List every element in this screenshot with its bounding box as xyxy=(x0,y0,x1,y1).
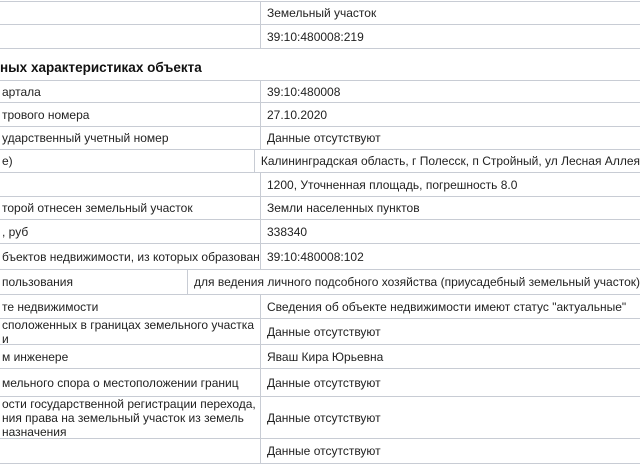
table-row xyxy=(0,397,640,439)
table-row xyxy=(0,127,640,150)
table-row xyxy=(0,270,640,295)
row-label: е) xyxy=(2,154,13,168)
row-label: трового номера xyxy=(2,107,90,122)
row-value: 39:10:480008:219 xyxy=(260,25,640,48)
row-label: ости государственной регистрации перехода, ния права на земельный участок из земель назначения xyxy=(2,396,256,439)
row-label: артала xyxy=(2,84,41,99)
row-value: 39:10:480008 xyxy=(260,81,640,102)
row-label: ударственный учетный номер xyxy=(2,131,169,145)
row-value: Калининградская область, г Полесск, п Стройный, ул Лесная Аллея xyxy=(254,150,640,172)
row-label: бъектов недвижимости, из которых образован xyxy=(2,249,260,264)
table-row xyxy=(0,25,640,49)
row-value: Данные отсутствуют xyxy=(260,439,640,463)
table-row xyxy=(0,295,640,319)
section-title: ных характеристиках объекта xyxy=(0,60,202,75)
row-value: для ведения личного подсобного хозяйства (приусадебный земельный участок) xyxy=(187,270,640,294)
table-row xyxy=(0,150,640,173)
row-value: Сведения об объекте недвижимости имеют статус "актуальные" xyxy=(260,295,640,318)
characteristics-table xyxy=(0,80,640,464)
row-value: Яваш Кира Юрьевна xyxy=(260,345,640,368)
row-value: Земли населенных пунктов xyxy=(260,197,640,219)
row-value: Данные отсутствуют xyxy=(260,397,640,438)
table-row xyxy=(0,319,640,345)
table-row xyxy=(0,1,640,25)
row-value: 27.10.2020 xyxy=(260,103,640,126)
row-value: Земельный участок xyxy=(260,2,640,24)
row-value: 1200, Уточненная площадь, погрешность 8.0 xyxy=(260,173,640,196)
table-row xyxy=(0,369,640,397)
table-row xyxy=(0,103,640,127)
row-label: мельного спора о местоположении границ xyxy=(2,375,239,390)
table-row xyxy=(0,439,640,464)
row-value: 338340 xyxy=(260,220,640,243)
row-label: сположенных в границах земельного участка и xyxy=(2,317,254,346)
row-value: Данные отсутствуют xyxy=(260,319,640,344)
top-table xyxy=(0,1,640,49)
row-label: , руб xyxy=(2,224,29,239)
row-label xyxy=(0,439,260,463)
row-label xyxy=(0,2,260,24)
table-row xyxy=(0,197,640,220)
table-row xyxy=(0,244,640,270)
row-value: Данные отсутствуют xyxy=(260,127,640,149)
row-label: пользования xyxy=(2,275,73,289)
table-row xyxy=(0,80,640,103)
row-label: м инженере xyxy=(2,349,69,364)
row-label: те недвижимости xyxy=(2,299,99,314)
table-row xyxy=(0,220,640,244)
row-label: торой отнесен земельный участок xyxy=(2,201,193,215)
row-label xyxy=(0,25,260,48)
row-value: Данные отсутствуют xyxy=(260,369,640,396)
row-value: 39:10:480008:102 xyxy=(260,244,640,269)
table-row xyxy=(0,345,640,369)
row-label xyxy=(0,173,260,196)
table-row xyxy=(0,173,640,197)
